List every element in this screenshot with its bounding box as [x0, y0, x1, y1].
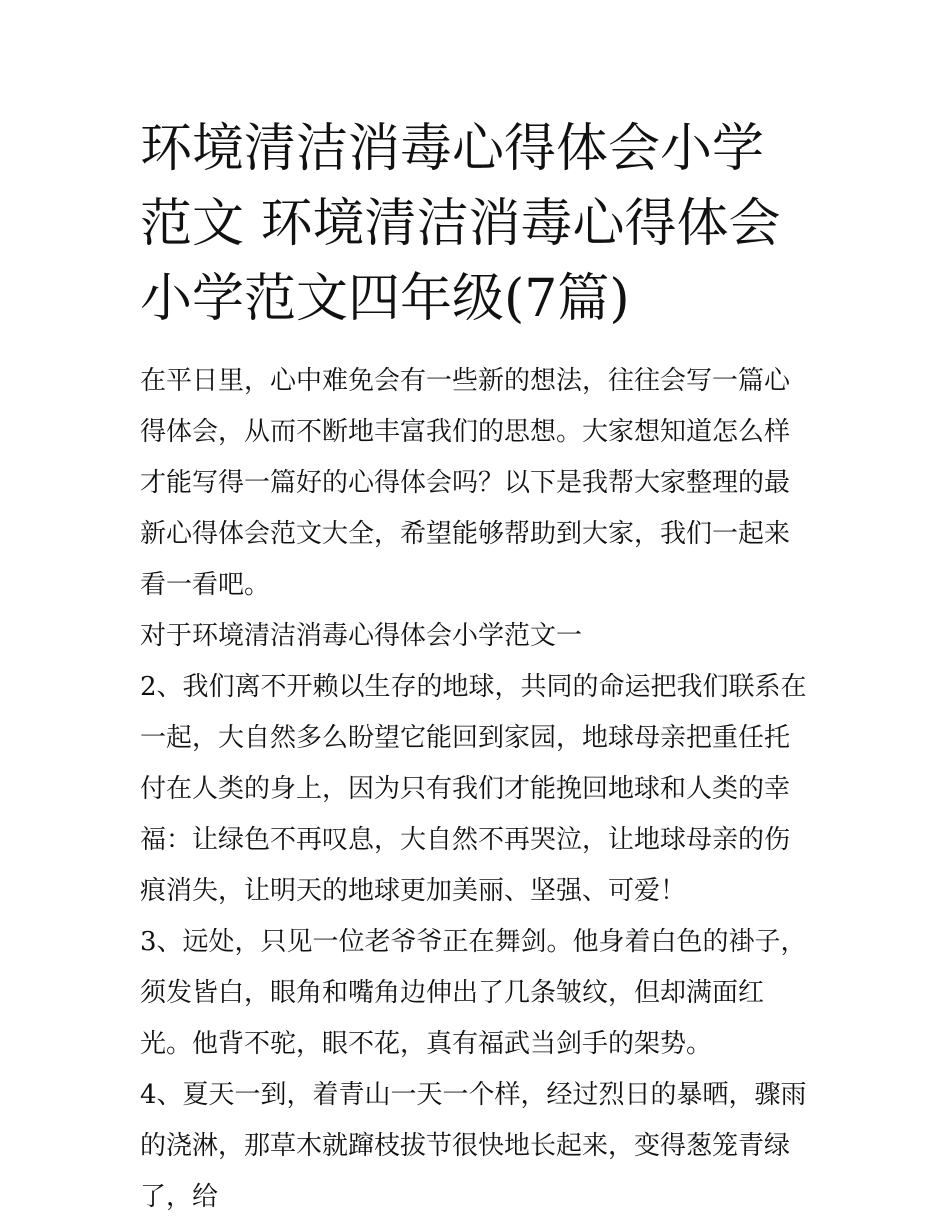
numbered-paragraph-4: 4、夏天一到，着青山一天一个样，经过烈日的暴晒，骤雨的浇淋，那草木就蹿枝拔节很快地长起来，变得葱笼青绿了，给 — [140, 1080, 807, 1212]
document-body — [140, 356, 812, 1223]
document-title: 环境清洁消毒心得体会小学范文 环境清洁消毒心得体会小学范文四年级(7篇) — [140, 119, 781, 329]
numbered-paragraph-3: 3、远处，只见一位老爷爷正在舞剑。他身着白色的褂子，须发皆白，眼角和嘴角边伸出了几条皱纹，但却满面红光。他背不驼，眼不花，真有福武当剑手的架势。 — [140, 927, 807, 1059]
numbered-paragraph-2: 2、我们离不开赖以生存的地球，共同的命运把我们联系在一起，大自然多么盼望它能回到家园，地球母亲把重任托付在人类的身上，因为只有我们才能挽回地球和人类的幸福：让绿色不再叹息，大自然不再哭泣，让地球母亲的伤痕消失，让明天的地球更加美丽、坚强、可爱！ — [140, 672, 807, 906]
document-content — [140, 112, 812, 1223]
section-heading: 对于环境清洁消毒心得体会小学范文一 — [140, 621, 583, 651]
intro-paragraph: 在平日里，心中难免会有一些新的想法，往往会写一篇心得体会，从而不断地丰富我们的思想。大家想知道怎么样才能写得一篇好的心得体会吗？以下是我帮大家整理的最新心得体会范文大全，希望能够帮助到大家，我们一起来看一看吧。 — [140, 366, 791, 600]
